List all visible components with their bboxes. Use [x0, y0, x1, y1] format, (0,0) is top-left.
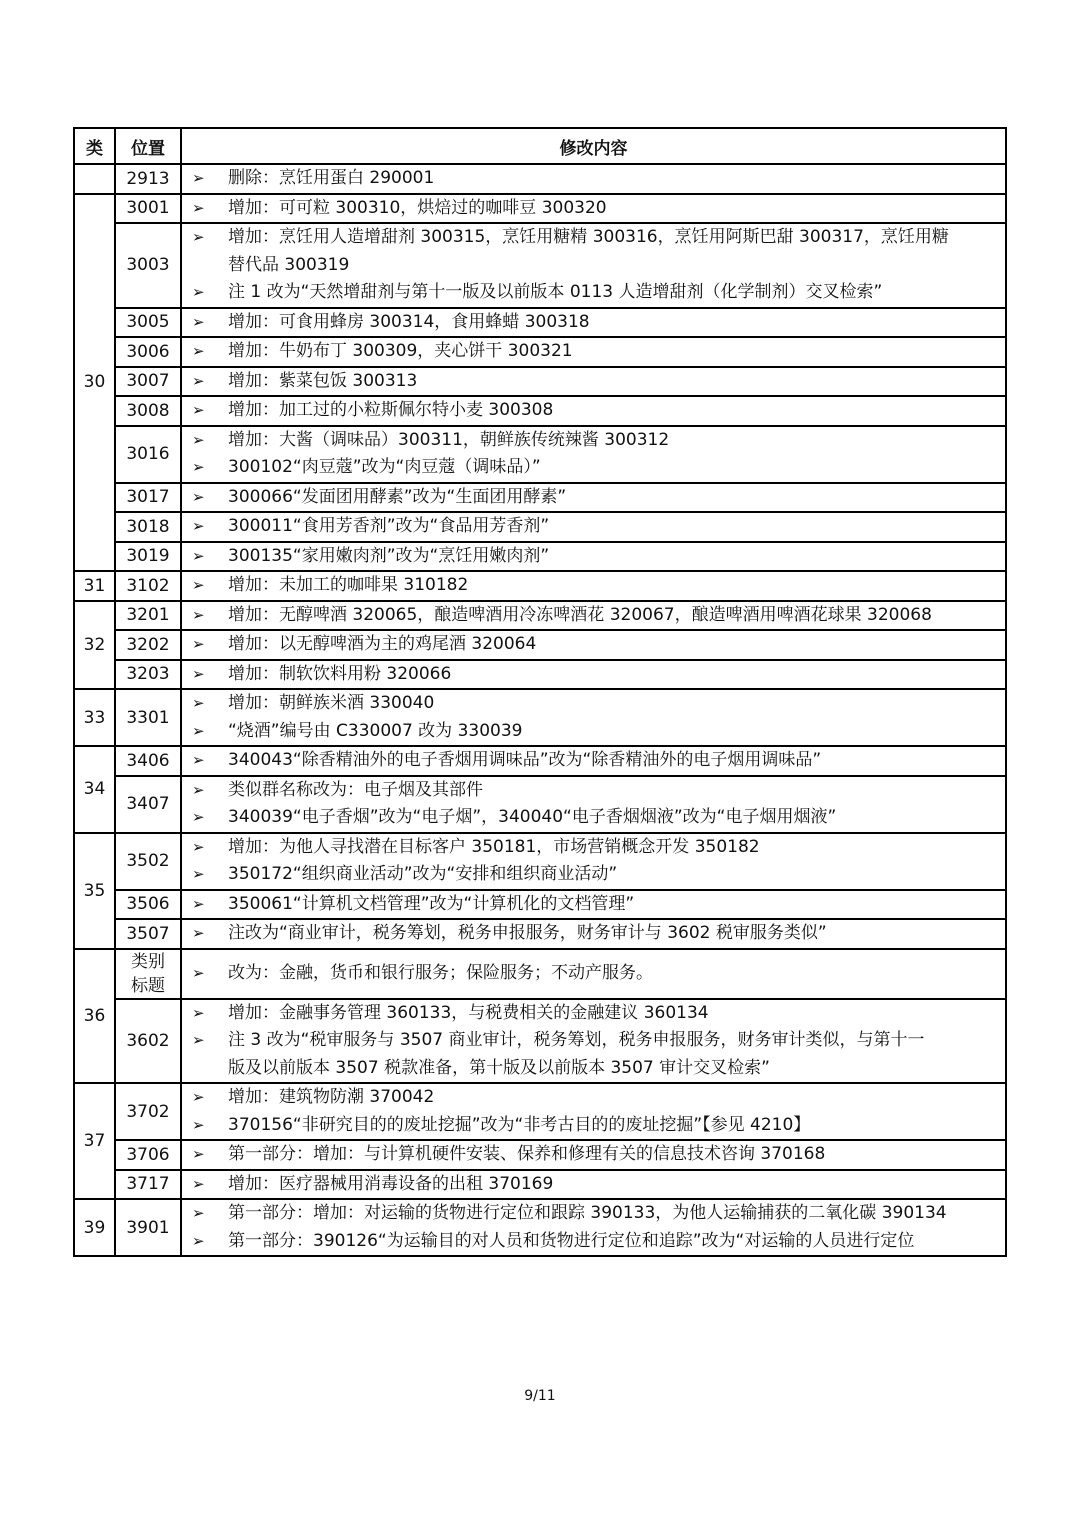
arrow-bullet-icon: ➢ [192, 1088, 205, 1106]
content-text: 增加：无醇啤酒 320065，酿造啤酒用冷冻啤酒花 320067，酿造啤酒用啤酒花球果 320068 [228, 604, 932, 625]
arrow-bullet-icon: ➢ [192, 1145, 205, 1163]
content-text: 第一部分：增加：与计算机硬件安装、保养和修理有关的信息技术咨询 370168 [228, 1144, 826, 1164]
table-row [74, 746, 1006, 776]
position-cell: 3901 [115, 1199, 181, 1256]
position-cell: 2913 [115, 164, 181, 194]
content-cell [181, 542, 1006, 572]
position-cell: 3407 [115, 776, 181, 833]
table-row [74, 194, 1006, 224]
arrow-bullet-icon: ➢ [192, 517, 205, 535]
content-line [182, 631, 1005, 659]
header-content: 修改内容 [181, 128, 1006, 164]
position-cell: 3406 [115, 746, 181, 776]
content-line [182, 1084, 1005, 1112]
table-row [74, 542, 1006, 572]
table-row [74, 833, 1006, 890]
position-cell: 3702 [115, 1083, 181, 1140]
content-line [182, 804, 1005, 832]
table-row [74, 630, 1006, 660]
content-cell [181, 1140, 1006, 1170]
arrow-bullet-icon: ➢ [192, 228, 205, 246]
content-text: 增加：以无醇啤酒为主的鸡尾酒 320064 [228, 634, 537, 654]
content-line [182, 309, 1005, 337]
content-text: 300066“发面团用酵素”改为“生面团用酵素” [228, 486, 567, 507]
content-cell [181, 689, 1006, 746]
arrow-bullet-icon: ➢ [192, 694, 205, 712]
content-text: 增加：为他人寻找潜在目标客户 350181，市场营销概念开发 350182 [228, 836, 760, 857]
arrow-bullet-icon: ➢ [192, 635, 205, 653]
content-line [182, 484, 1005, 512]
content-cell [181, 1170, 1006, 1200]
arrow-bullet-icon: ➢ [192, 1204, 205, 1222]
content-cell [181, 426, 1006, 483]
content-text: 注改为“商业审计，税务筹划，税务申报服务，财务审计与 3602 税审服务类似” [228, 923, 827, 943]
position-cell [115, 949, 181, 999]
table-header-row [74, 128, 1006, 164]
content-cell [181, 660, 1006, 690]
content-text: 删除：烹饪用蛋白 290001 [228, 168, 435, 188]
content-text: 350061“计算机文档管理”改为“计算机化的文档管理” [228, 893, 635, 914]
table-row [74, 308, 1006, 338]
content-line [182, 397, 1005, 425]
arrow-bullet-icon: ➢ [192, 458, 205, 476]
table-row [74, 1083, 1006, 1140]
content-text: “烧酒”编号由 C330007 改为 330039 [228, 720, 523, 741]
position-cell: 3507 [115, 919, 181, 949]
content-line [182, 690, 1005, 718]
arrow-bullet-icon: ➢ [192, 401, 205, 419]
content-line [182, 1228, 1005, 1256]
arrow-bullet-icon: ➢ [192, 312, 205, 331]
content-line [182, 427, 1005, 455]
content-text: 300011“食用芳香剂”改为“食品用芳香剂” [228, 516, 550, 536]
content-cell [181, 833, 1006, 890]
class-cell: 34 [74, 746, 115, 833]
class-cell: 35 [74, 833, 115, 949]
content-cell [181, 367, 1006, 397]
arrow-bullet-icon: ➢ [192, 780, 205, 799]
table-body [74, 164, 1006, 1256]
content-cell [181, 1083, 1006, 1140]
content-line [182, 777, 1005, 805]
revision-table [73, 127, 1007, 1257]
content-cell [181, 337, 1006, 367]
table-row [74, 601, 1006, 631]
header-class: 类 [74, 128, 115, 164]
position-cell: 3008 [115, 396, 181, 426]
class-cell: 30 [74, 194, 115, 572]
class-cell [74, 164, 115, 194]
content-line [182, 1055, 1005, 1083]
content-cell [181, 164, 1006, 194]
position-cell: 3717 [115, 1170, 181, 1200]
content-text: 增加：朝鲜族米酒 330040 [228, 693, 435, 713]
position-cell: 3016 [115, 426, 181, 483]
content-line [182, 1171, 1005, 1199]
content-line [182, 543, 1005, 571]
arrow-bullet-icon: ➢ [192, 1231, 205, 1250]
table-row [74, 396, 1006, 426]
arrow-bullet-icon: ➢ [192, 1174, 205, 1193]
table-row [74, 571, 1006, 601]
content-text: 第一部分：增加：对运输的货物进行定位和跟踪 390133，为他人运输捕获的二氧化碳 390134 [228, 1203, 947, 1223]
table-row [74, 367, 1006, 397]
content-text: 300102“肉豆蔻”改为“肉豆蔻（调味品）” [228, 457, 541, 477]
arrow-bullet-icon: ➢ [192, 1003, 205, 1022]
content-line [182, 1000, 1005, 1028]
content-text: 注 3 改为“税审服务与 3507 商业审计，税务筹划，税务申报服务，财务审计类似，与第十一 [228, 1030, 925, 1050]
table-row [74, 949, 1006, 999]
position-cell: 3001 [115, 194, 181, 224]
content-line [182, 454, 1005, 482]
position-cell: 3018 [115, 512, 181, 542]
class-cell: 32 [74, 601, 115, 690]
content-text: 类似群名称改为：电子烟及其部件 [228, 779, 483, 800]
content-text: 增加：大酱（调味品）300311，朝鲜族传统辣酱 300312 [228, 429, 670, 450]
content-line [182, 1200, 1005, 1228]
table-row [74, 919, 1006, 949]
content-line [182, 1027, 1005, 1055]
content-line [182, 891, 1005, 919]
content-text: 350172“组织商业活动”改为“安排和组织商业活动” [228, 864, 618, 884]
arrow-bullet-icon: ➢ [192, 865, 205, 883]
position-cell: 3003 [115, 223, 181, 308]
position-cell: 3502 [115, 833, 181, 890]
content-text: 300135“家用嫩肉剂”改为“烹饪用嫩肉剂” [228, 545, 550, 566]
position-cell: 3017 [115, 483, 181, 513]
page-number: 9/11 [524, 1388, 556, 1404]
content-cell [181, 949, 1006, 999]
arrow-bullet-icon: ➢ [192, 1031, 205, 1049]
arrow-bullet-icon: ➢ [192, 371, 205, 390]
content-cell [181, 630, 1006, 660]
content-text: 增加：可食用蜂房 300314，食用蜂蜡 300318 [228, 311, 590, 332]
content-text: 340043“除香精油外的电子香烟用调味品”改为“除香精油外的电子烟用调味品” [228, 750, 822, 770]
content-text: 改为：金融，货币和银行服务；保险服务；不动产服务。 [228, 962, 653, 983]
content-cell [181, 746, 1006, 776]
content-line [182, 252, 1005, 280]
class-cell: 39 [74, 1199, 115, 1256]
content-text: 增加：未加工的咖啡果 310182 [228, 575, 469, 595]
content-line [182, 195, 1005, 223]
table-row [74, 426, 1006, 483]
content-cell [181, 890, 1006, 920]
content-line [182, 602, 1005, 630]
class-cell: 37 [74, 1083, 115, 1199]
table-row [74, 483, 1006, 513]
content-cell [181, 223, 1006, 308]
position-cell: 3019 [115, 542, 181, 572]
content-line [182, 1141, 1005, 1169]
position-cell: 3506 [115, 890, 181, 920]
content-text: 增加：紫菜包饭 300313 [228, 370, 418, 391]
content-line [182, 861, 1005, 889]
content-cell [181, 396, 1006, 426]
content-text: 增加：可可粒 300310，烘焙过的咖啡豆 300320 [228, 197, 607, 218]
table-row [74, 890, 1006, 920]
arrow-bullet-icon: ➢ [192, 487, 205, 506]
position-cell: 3201 [115, 601, 181, 631]
position-line: 类别 [131, 951, 165, 972]
arrow-bullet-icon: ➢ [192, 837, 205, 856]
arrow-bullet-icon: ➢ [192, 576, 205, 594]
content-cell [181, 512, 1006, 542]
position-cell: 3301 [115, 689, 181, 746]
content-line [182, 718, 1005, 746]
table-row [74, 776, 1006, 833]
position-cell: 3602 [115, 999, 181, 1084]
content-cell [181, 194, 1006, 224]
arrow-bullet-icon: ➢ [192, 1115, 205, 1134]
content-line [182, 1112, 1005, 1140]
position-cell: 3005 [115, 308, 181, 338]
arrow-bullet-icon: ➢ [192, 894, 205, 913]
position-cell: 3102 [115, 571, 181, 601]
content-text: 增加：牛奶布丁 300309，夹心饼干 300321 [228, 341, 573, 361]
table-row [74, 999, 1006, 1084]
arrow-bullet-icon: ➢ [192, 198, 205, 217]
content-cell [181, 1199, 1006, 1256]
content-text: 增加：烹饪用人造增甜剂 300315，烹饪用糖精 300316，烹饪用阿斯巴甜 300317，烹饪用糖 [228, 227, 949, 247]
content-line [182, 165, 1005, 193]
content-cell [181, 919, 1006, 949]
content-text: 340039“电子香烟”改为“电子烟”，340040“电子香烟烟液”改为“电子烟用烟液” [228, 807, 837, 827]
class-cell: 33 [74, 689, 115, 746]
arrow-bullet-icon: ➢ [192, 664, 205, 683]
content-line [182, 572, 1005, 600]
position-cell: 3706 [115, 1140, 181, 1170]
content-line [182, 224, 1005, 252]
arrow-bullet-icon: ➢ [192, 721, 205, 740]
content-cell [181, 308, 1006, 338]
arrow-bullet-icon: ➢ [192, 751, 205, 769]
content-text: 第一部分：390126“为运输目的对人员和货物进行定位和追踪”改为“对运输的人员进行定位 [228, 1230, 915, 1251]
content-line [182, 747, 1005, 775]
content-line [182, 834, 1005, 862]
content-line [182, 368, 1005, 396]
content-line [182, 279, 1005, 307]
position-cell: 3202 [115, 630, 181, 660]
content-line [182, 920, 1005, 948]
arrow-bullet-icon: ➢ [192, 924, 205, 942]
arrow-bullet-icon: ➢ [192, 169, 205, 187]
table-row [74, 512, 1006, 542]
content-text: 370156“非研究目的的废址挖掘”改为“非考古目的的废址挖掘”【参见 4210】 [228, 1114, 811, 1135]
content-text: 增加：制软饮料用粉 320066 [228, 663, 452, 684]
table-row [74, 223, 1006, 308]
arrow-bullet-icon: ➢ [192, 546, 205, 565]
table-row [74, 1199, 1006, 1256]
table-row [74, 660, 1006, 690]
arrow-bullet-icon: ➢ [192, 963, 205, 982]
content-text: 替代品 300319 [228, 254, 350, 275]
content-cell [181, 776, 1006, 833]
table-row [74, 164, 1006, 194]
content-text: 增加：加工过的小粒斯佩尔特小麦 300308 [228, 400, 554, 420]
content-line [182, 661, 1005, 689]
content-text: 版及以前版本 3507 税款准备，第十版及以前版本 3507 审计交叉检索” [228, 1057, 770, 1078]
content-cell [181, 999, 1006, 1084]
class-cell: 36 [74, 949, 115, 1084]
arrow-bullet-icon: ➢ [192, 605, 205, 624]
table-row [74, 1140, 1006, 1170]
arrow-bullet-icon: ➢ [192, 283, 205, 301]
content-text: 增加：金融事务管理 360133，与税费相关的金融建议 360134 [228, 1002, 709, 1023]
arrow-bullet-icon: ➢ [192, 430, 205, 449]
content-text: 注 1 改为“天然增甜剂与第十一版及以前版本 0113 人造增甜剂（化学制剂）交叉检索” [228, 282, 883, 302]
content-cell [181, 601, 1006, 631]
table-row [74, 1170, 1006, 1200]
position-cell: 3006 [115, 337, 181, 367]
content-line [182, 960, 1005, 988]
position-line: 标题 [131, 975, 165, 996]
header-position: 位置 [115, 128, 181, 164]
content-cell [181, 571, 1006, 601]
arrow-bullet-icon: ➢ [192, 808, 205, 826]
content-line [182, 338, 1005, 366]
content-line [182, 513, 1005, 541]
class-cell: 31 [74, 571, 115, 601]
content-cell [181, 483, 1006, 513]
position-cell: 3007 [115, 367, 181, 397]
table-row [74, 689, 1006, 746]
position-cell: 3203 [115, 660, 181, 690]
content-text: 增加：建筑物防潮 370042 [228, 1087, 435, 1107]
table-row [74, 337, 1006, 367]
arrow-bullet-icon: ➢ [192, 342, 205, 360]
content-text: 增加：医疗器械用消毒设备的出租 370169 [228, 1173, 554, 1194]
